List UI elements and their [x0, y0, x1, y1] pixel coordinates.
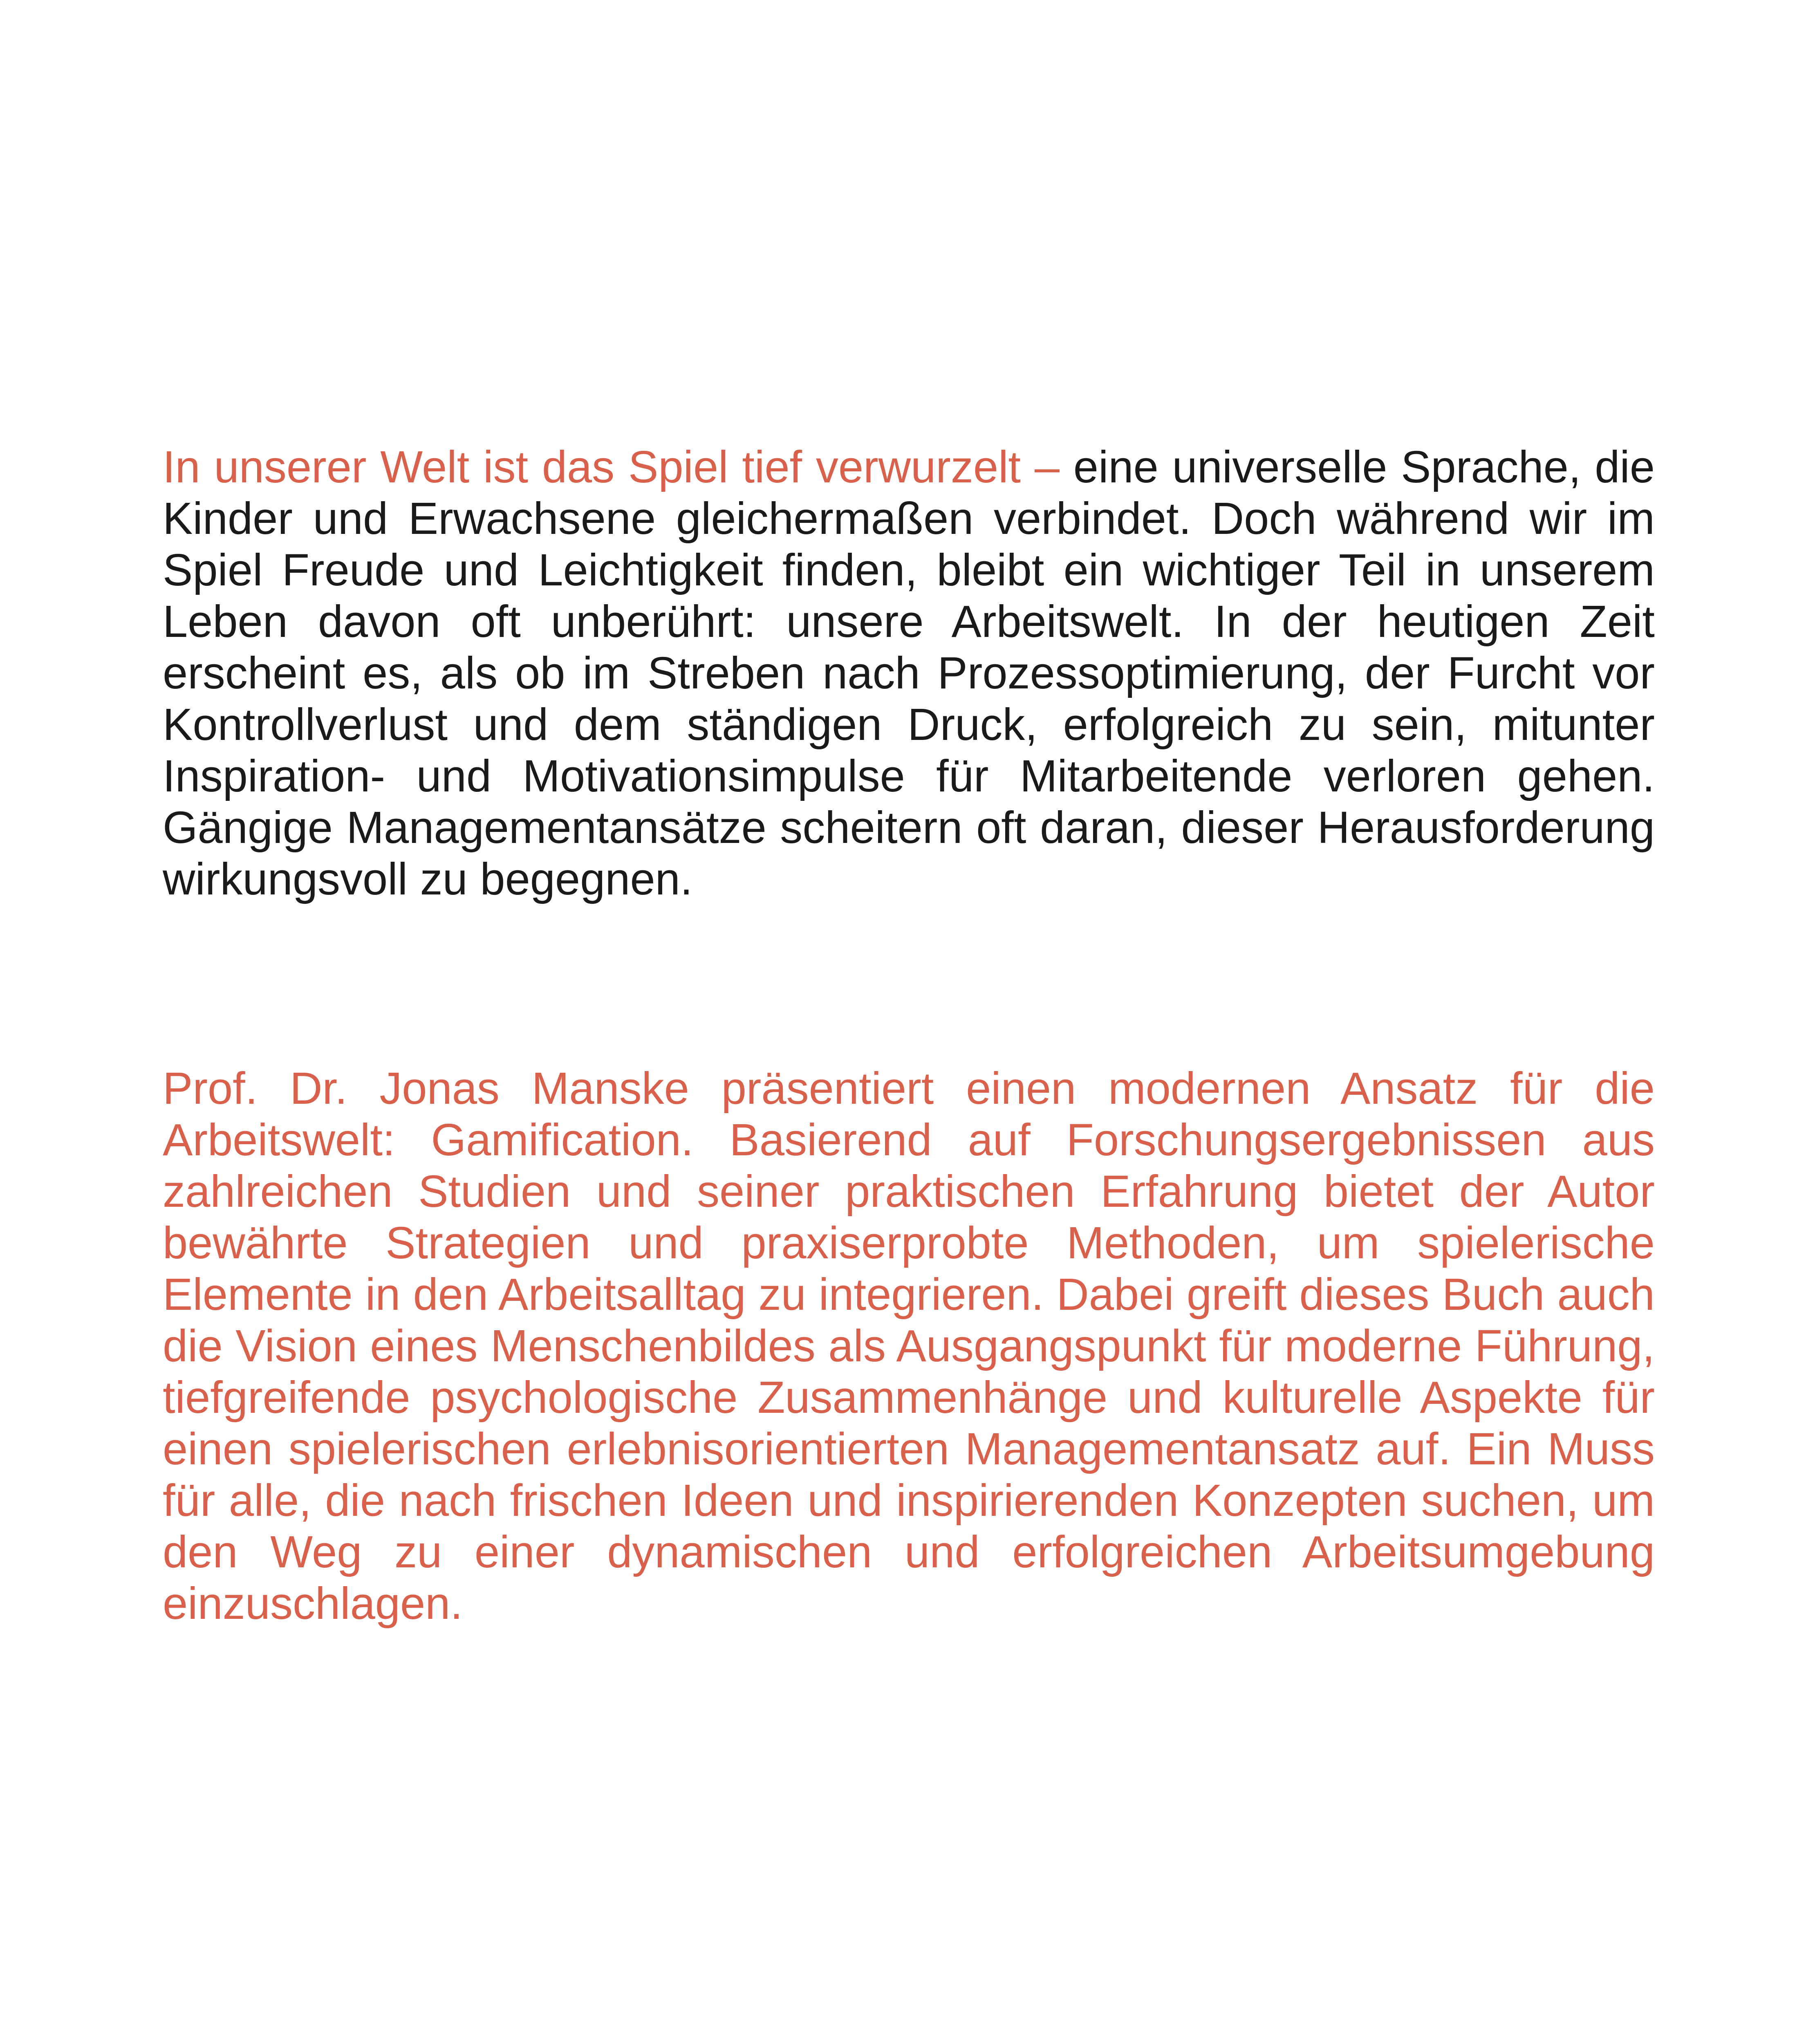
blurb-intro-body: eine universelle Sprache, die Kinder und Erwachsene gleichermaßen verbindet. Doch während wir im Spiel Freude und Leichtigkeit finden, bleibt ein wichtiger Teil in unserem Leben davon oft unberührt: unsere Arbeitswelt. In der heutigen Zeit erscheint es, als ob im Streben nach Prozessoptimierung, der Furcht vor Kontrollverlust und dem ständigen Druck, erfolgreich zu sein, mitunter Inspiration- und Motivationsimpulse für Mitarbeitende verloren gehen. Gängige Managementansätze scheitern oft daran, dieser Herausforderung wirkungsvoll zu begegnen.	[163, 442, 1655, 904]
blurb-paragraph-intro	[163, 442, 1655, 905]
blurb-intro-highlight: In unserer Welt ist das Spiel tief verwurzelt –	[163, 442, 1060, 492]
blurb-paragraph-author: Prof. Dr. Jonas Manske präsentiert einen modernen Ansatz für die Arbeitswelt: Gamification. Basierend auf Forschungsergebnissen aus zahlreichen Studien und seiner praktischen Erfahrung bietet der Autor bewährte Strategien und praxiserprobte Methoden, um spielerische Elemente in den Arbeitsalltag zu integrieren. Dabei greift dieses Buch auch die Vision eines Menschenbildes als Ausgangspunkt für moderne Führung, tiefgreifende psychologische Zusammenhänge und kulturelle Aspekte für einen spielerischen erlebnisorientierten Managementansatz auf. Ein Muss für alle, die nach frischen Ideen und inspirierenden Konzepten suchen, um den Weg zu einer dynamischen und erfolgreichen Arbeitsumgebung einzuschlagen.	[163, 1063, 1655, 1629]
